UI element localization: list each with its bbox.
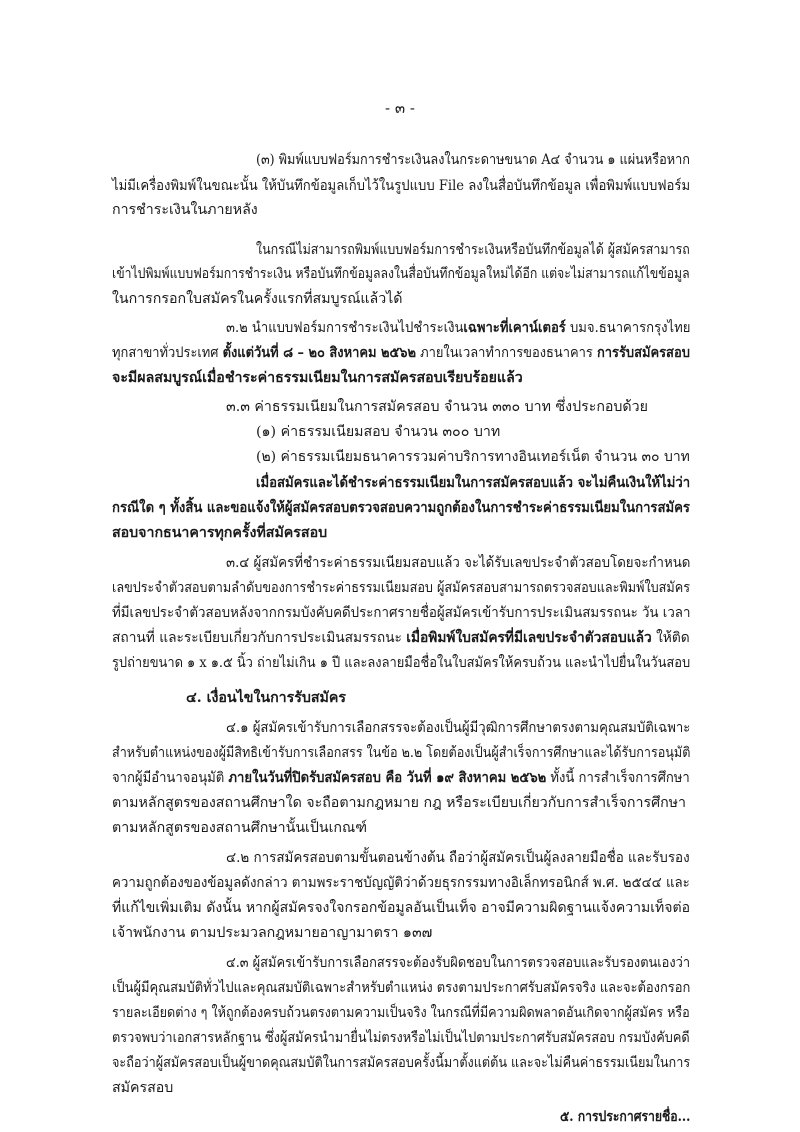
paragraph-line [112, 343, 690, 363]
paragraph-line: ตามหลักสูตรของสถานศึกษาใด จะถือตามกฎหมาย กฎ หรือระเบียบเกี่ยวกับการสำเร็จการศึกษา [112, 795, 686, 811]
paragraph-line: ๔.๒ การสมัครสอบตามขั้นตอนข้างต้น ถือว่าผู้สมัครเป็นผู้ลงลายมือชื่อ และรับรอง [226, 850, 690, 866]
text-run: ทุกสาขาทั่วประเทศ [112, 345, 223, 361]
paragraph-line: (๓) พิมพ์แบบฟอร์มการชำระเงินลงในกระดาษขนาด A๔ จำนวน ๑ แผ่นหรือหาก [256, 152, 690, 168]
paragraph-line: เลขประจำตัวสอบตามลำดับของการชำระค่าธรรมเนียมสอบ ผู้สมัครสอบสามารถตรวจสอบและพิมพ์ใบสมัคร [112, 580, 691, 596]
paragraph-line: (๒) ค่าธรรมเนียมธนาคารรวมค่าบริการทางอินเทอร์เน็ต จำนวน ๓๐ บาท [256, 449, 690, 465]
paragraph-line: เป็นผู้มีคุณสมบัติทั่วไปและคุณสมบัติเฉพาะสำหรับตำแหน่ง ตรงตามประกาศรับสมัครจริง และจะต้องกรอก [112, 980, 691, 996]
section-heading: ๔. เงื่อนไขในการรับสมัคร [186, 690, 346, 706]
paragraph-line: ที่มีเลขประจำตัวสอบหลังจากกรมบังคับคดีประกาศรายชื่อผู้สมัครเข้ารับการประเมินสมรรถนะ วัน เวลา [112, 605, 691, 621]
paragraph-line [112, 768, 690, 788]
paragraph-line: ๔.๓ ผู้สมัครเข้ารับการเลือกสรรจะต้องรับผิดชอบในการตรวจสอบและรับรองตนเองว่า [226, 955, 691, 971]
paragraph-line: (๑) ค่าธรรมเนียมสอบ จำนวน ๓๐๐ บาท [256, 424, 501, 440]
paragraph-line: การชำระเงินในภายหลัง [112, 202, 258, 218]
text-run: บมจ.ธนาคารกรุงไทย [565, 320, 691, 336]
paragraph-line: ๔.๑ ผู้สมัครเข้ารับการเลือกสรรจะต้องเป็นผู้มีวุฒิการศึกษาตรงตามคุณสมบัติเฉพาะ [226, 720, 691, 736]
text-run: ทั้งนี้ การสำเร็จการศึกษา [546, 770, 690, 786]
paragraph-line: ตรวจพบว่าเอกสารหลักฐาน ซึ่งผู้สมัครนำมายื่นไม่ตรงหรือไม่เป็นไปตามประกาศรับสมัครสอบ กรมบังคับคดี [112, 1030, 690, 1046]
bold-text-run: การรับสมัครสอบ [596, 345, 690, 361]
paragraph-line [226, 318, 690, 338]
paragraph-line: สมัครสอบ [112, 1080, 174, 1096]
bold-text-run: เฉพาะที่เคาน์เตอร์ [463, 320, 566, 336]
text-run: สถานที่ และระเบียบเกี่ยวกับการประเมินสมรรถนะ [112, 630, 407, 646]
paragraph-line: จะถือว่าผู้สมัครสอบเป็นผู้ขาดคุณสมบัติในการสมัครสอบครั้งนี้มาตั้งแต่ต้น และจะไม่คืนค่าธรรมเนียมในการ [112, 1055, 691, 1071]
paragraph-line: จะมีผลสมบูรณ์เมื่อชำระค่าธรรมเนียมในการสมัครสอบเรียบร้อยแล้ว [112, 370, 523, 386]
text-run: ๓.๒ นำแบบฟอร์มการชำระเงินไปชำระเงิน [226, 320, 464, 336]
paragraph-line: ที่แก้ไขเพิ่มเติม ดังนั้น หากผู้สมัครจงใจกรอกข้อมูลอันเป็นเท็จ อาจมีความผิดฐานแจ้งความเท็จต่อ [112, 900, 690, 916]
paragraph-line: ความถูกต้องของข้อมูลดังกล่าว ตามพระราชบัญญัติว่าด้วยธุรกรรมทางอิเล็กทรอนิกส์ พ.ศ. ๒๕๔๔ และ [112, 875, 690, 891]
continuation-text: ๕. การประกาศรายชื่อ... [560, 1109, 691, 1125]
text-run: ภายในเวลาทำการของธนาคาร [415, 345, 597, 361]
paragraph-line: รูปถ่ายขนาด ๑ x ๑.๕ นิ้ว ถ่ายไม่เกิน ๑ ปี และลงลายมือชื่อในใบสมัครให้ครบถ้วน และนำไปยื่นในวันสอบ [112, 655, 691, 671]
paragraph-line: ๓.๓ ค่าธรรมเนียมในการสมัครสอบ จำนวน ๓๓๐ บาท ซึ่งประกอบด้วย [226, 399, 648, 415]
paragraph-line: ในการกรอกใบสมัครในครั้งแรกที่สมบูรณ์แล้วได้ [112, 291, 403, 307]
paragraph-line: เข้าไปพิมพ์แบบฟอร์มการชำระเงิน หรือบันทึกข้อมูลลงในสื่อบันทึกข้อมูลใหม่ได้อีก แต่จะไม่สามารถแก้ไขข้อมูล [112, 266, 690, 282]
paragraph-line: ไม่มีเครื่องพิมพ์ในขณะนั้น ให้บันทึกข้อมูลเก็บไว้ในรูปแบบ File ลงในสื่อบันทึกข้อมูล เพื่อพิมพ์แบบฟอร์ม [112, 178, 691, 194]
bold-text-run: เมื่อพิมพ์ใบสมัครที่มีเลขประจำตัวสอบแล้ว [406, 630, 652, 646]
paragraph-line: สำหรับตำแหน่งของผู้มีสิทธิเข้ารับการเลือกสรร ในข้อ ๒.๒ โดยต้องเป็นผู้สำเร็จการศึกษาและได้รับการอนุมัติ [112, 745, 691, 761]
page-number: - ๓ - [385, 99, 415, 117]
paragraph-line: เมื่อสมัครและได้ชำระค่าธรรมเนียมในการสมัครสอบแล้ว จะไม่คืนเงินให้ไม่ว่า [256, 475, 691, 491]
paragraph-line: ๓.๔ ผู้สมัครที่ชำระค่าธรรมเนียมสอบแล้ว จะได้รับเลขประจำตัวสอบโดยจะกำหนด [226, 555, 691, 571]
paragraph-line: เจ้าพนักงาน ตามประมวลกฎหมายอาญามาตรา ๑๓๗ [112, 925, 433, 941]
paragraph-line [112, 628, 690, 648]
paragraph-line: รายละเอียดต่าง ๆ ให้ถูกต้องครบถ้วนตรงตามความเป็นจริง ในกรณีที่มีความผิดพลาดอันเกิดจากผู้สมัคร หรือ [112, 1005, 690, 1021]
bold-text-run: ตั้งแต่วันที่ ๘ – ๒๐ สิงหาคม ๒๕๖๒ [222, 345, 416, 361]
paragraph-line: ตามหลักสูตรของสถานศึกษานั้นเป็นเกณฑ์ [112, 820, 367, 836]
text-run: ให้ติด [651, 630, 690, 646]
paragraph-line: ในกรณีไม่สามารถพิมพ์แบบฟอร์มการชำระเงินหรือบันทึกข้อมูลได้ ผู้สมัครสามารถ [256, 242, 690, 258]
text-run: จากผู้มีอำนาจอนุมัติ [112, 770, 229, 786]
paragraph-line: กรณีใด ๆ ทั้งสิ้น และขอแจ้งให้ผู้สมัครสอบตรวจสอบความถูกต้องในการชำระค่าธรรมเนียมในการสมัคร [112, 500, 690, 516]
bold-text-run: ภายในวันที่ปิดรับสมัครสอบ คือ วันที่ ๑๙ สิงหาคม ๒๕๖๒ [228, 770, 547, 786]
paragraph-line: สอบจากธนาคารทุกครั้งที่สมัครสอบ [112, 525, 328, 541]
